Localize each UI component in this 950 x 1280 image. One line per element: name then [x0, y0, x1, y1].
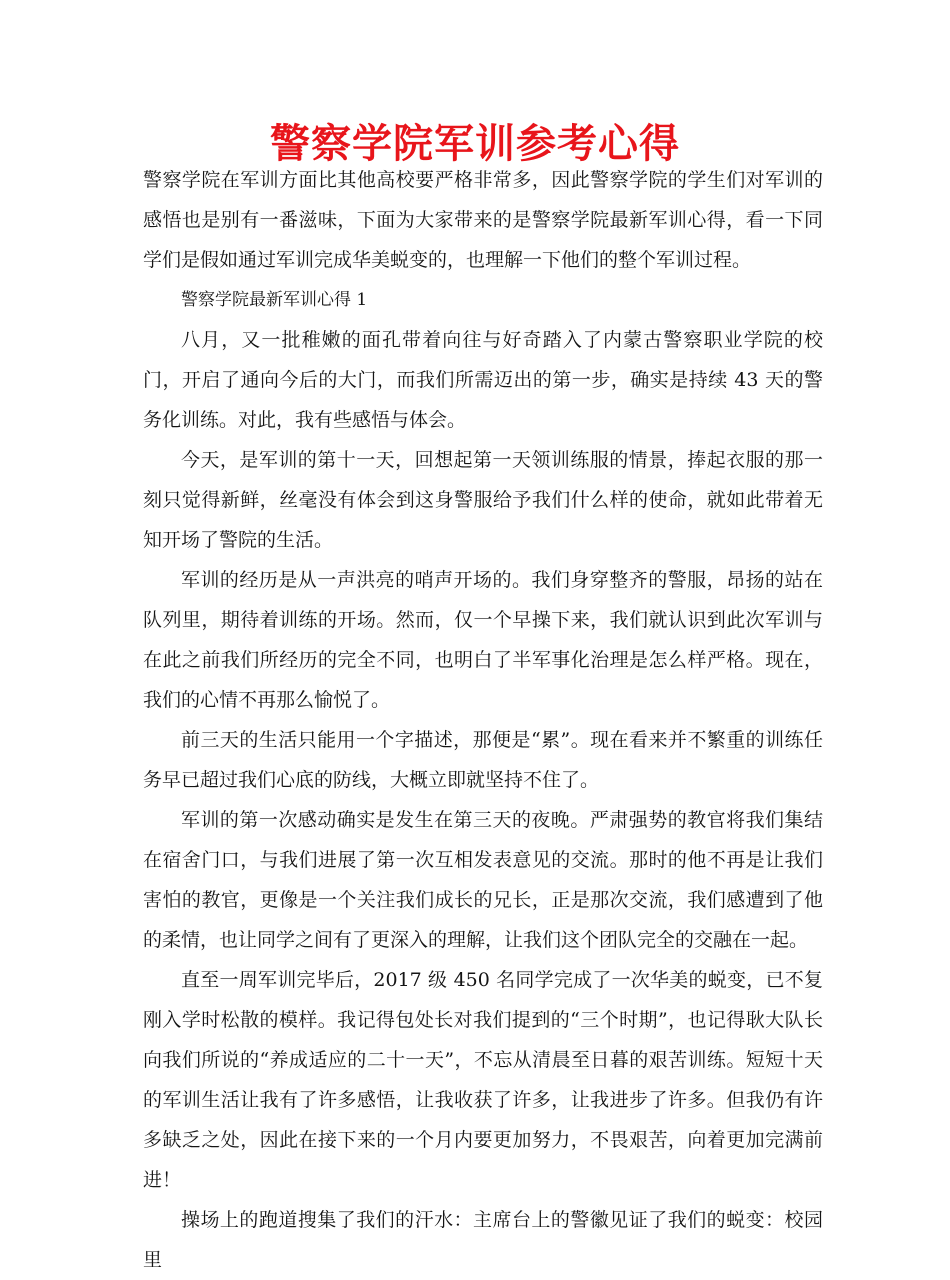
section-subheading: 警察学院最新军训心得 1: [181, 290, 368, 310]
body-paragraph: 八月，又一批稚嫩的面孔带着向往与好奇踏入了内蒙古警察职业学院的校门，开启了通向今后的大门，而我们所需迈出的第一步，确实是持续 43 天的警务化训练。对此，我有些感悟与体会。: [143, 329, 823, 431]
body-paragraph: 操场上的跑道搜集了我们的汗水：主席台上的警徽见证了我们的蜕变：校园里: [143, 1209, 823, 1271]
body-paragraph: 军训的第一次感动确实是发生在第三天的夜晚。严肃强势的教官将我们集结在宿舍门口，与我们进展了第一次互相发表意见的交流。那时的他不再是让我们害怕的教官，更像是一个关注我们成长的兄长，正是那次交流，我们感遭到了他的柔情，也让同学之间有了更深入的理解，让我们这个团队完全的交融在一起。: [143, 809, 823, 951]
body-paragraph: 直至一周军训完毕后，2017 级 450 名同学完成了一次华美的蜕变，已不复刚入学时松散的模样。我记得包处长对我们提到的“三个时期”，也记得耿大队长向我们所说的“养成适应的二十一天”，不忘从清晨至日暮的艰苦训练。短短十天的军训生活让我有了许多感悟，让我收获了许多，让我进步了许多。但我仍有许多缺乏之处，因此在接下来的一个月内要更加努力，不畏艰苦，向着更加完满前进！: [143, 969, 823, 1191]
document-title: 警察学院军训参考心得: [270, 121, 680, 167]
document-body: [143, 160, 823, 1280]
body-paragraph: 军训的经历是从一声洪亮的哨声开场的。我们身穿整齐的警服，昂扬的站在队列里，期待着训练的开场。然而，仅一个早操下来，我们就认识到此次军训与在此之前我们所经历的完全不同，也明白了半军事化治理是怎么样严格。现在，我们的心情不再那么愉悦了。: [143, 569, 823, 711]
intro-paragraph: 警察学院在军训方面比其他高校要严格非常多，因此警察学院的学生们对军训的感悟也是别有一番滋味，下面为大家带来的是警察学院最新军训心得，看一下同学们是假如通过军训完成华美蜕变的，也理解一下他们的整个军训过程。: [143, 169, 823, 271]
body-paragraph: 前三天的生活只能用一个字描述，那便是“累”。现在看来并不繁重的训练任务早已超过我们心底的防线，大概立即就坚持不住了。: [143, 729, 823, 791]
body-paragraph: 今天，是军训的第十一天，回想起第一天领训练服的情景，捧起衣服的那一刻只觉得新鲜，丝毫没有体会到这身警服给予我们什么样的使命，就如此带着无知开场了警院的生活。: [143, 449, 823, 551]
